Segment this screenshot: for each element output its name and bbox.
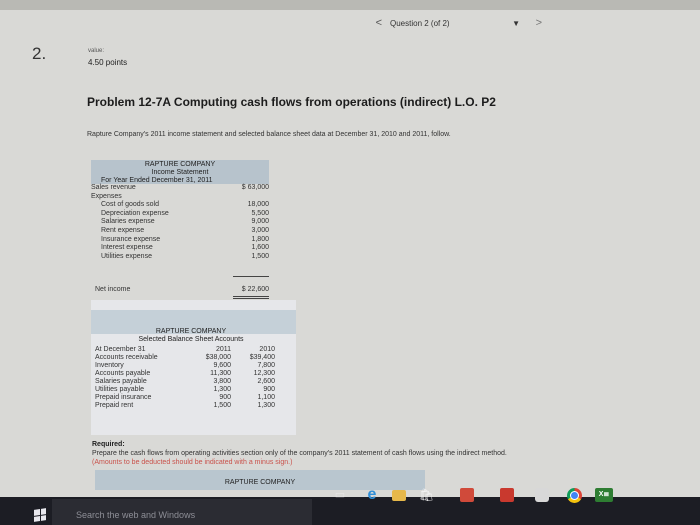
store-icon[interactable]: 🛍 bbox=[419, 488, 435, 502]
expense-label: Rent expense bbox=[101, 226, 145, 234]
bs-row-2010: 7,800 bbox=[257, 362, 275, 369]
expense-row bbox=[91, 201, 269, 210]
bs-row-2010: 900 bbox=[263, 386, 275, 393]
bs-row-2011: 1,500 bbox=[213, 402, 231, 409]
expense-value: 5,500 bbox=[251, 209, 269, 217]
bs-row-2010: 1,100 bbox=[257, 394, 275, 401]
table-row bbox=[95, 354, 275, 362]
expense-label: Utilities expense bbox=[101, 252, 152, 260]
edge-browser-icon[interactable]: e bbox=[367, 486, 377, 503]
bs-row-label: Salaries payable bbox=[95, 378, 147, 385]
excel-icon[interactable]: X≣ bbox=[595, 488, 613, 502]
bs-row-label: Prepaid insurance bbox=[95, 394, 152, 401]
double-rule-top bbox=[233, 296, 269, 297]
value-label: value: bbox=[88, 48, 105, 54]
net-income-value: $ 22,600 bbox=[241, 286, 269, 293]
file-explorer-icon[interactable] bbox=[392, 490, 406, 501]
table-row bbox=[95, 362, 275, 370]
answer-table-header: RAPTURE COMPANY bbox=[95, 470, 425, 490]
income-statement-body bbox=[91, 184, 269, 261]
expense-value: 9,000 bbox=[251, 218, 269, 226]
bs-name: Selected Balance Sheet Accounts bbox=[138, 336, 244, 343]
app-icon[interactable] bbox=[460, 488, 474, 502]
net-income-row bbox=[95, 286, 269, 293]
table-row bbox=[95, 402, 275, 410]
bs-row-2011: 3,800 bbox=[213, 378, 231, 385]
problem-title: Problem 12-7A Computing cash flows from operations (indirect) L.O. P2 bbox=[87, 95, 496, 109]
expense-label: Interest expense bbox=[101, 244, 153, 252]
table-row bbox=[95, 378, 275, 386]
sales-label: Sales revenue bbox=[91, 184, 136, 191]
expense-value: 18,000 bbox=[247, 201, 269, 209]
net-income-label: Net income bbox=[95, 286, 131, 293]
problem-intro: Rapture Company's 2011 income statement and selected balance sheet data at December 31, 2010 and 2011, follow. bbox=[87, 131, 451, 138]
question-selector[interactable] bbox=[390, 19, 520, 28]
bs-row-2011: 9,600 bbox=[213, 362, 231, 369]
expense-value: 1,500 bbox=[251, 252, 269, 260]
expense-label: Insurance expense bbox=[101, 235, 161, 243]
bs-column-header bbox=[95, 346, 275, 354]
question-number: 2. bbox=[32, 44, 47, 63]
required-label: Required: bbox=[92, 441, 125, 448]
income-statement-header bbox=[91, 160, 269, 184]
next-question-button[interactable]: > bbox=[535, 17, 542, 29]
sales-row bbox=[91, 184, 269, 193]
expense-value: 3,000 bbox=[251, 226, 269, 234]
expenses-label: Expenses bbox=[91, 192, 122, 200]
table-row bbox=[95, 370, 275, 378]
bs-company-name: RAPTURE COMPANY bbox=[155, 328, 227, 335]
expense-label: Depreciation expense bbox=[101, 209, 169, 217]
bs-row-2011: 1,300 bbox=[213, 386, 231, 393]
bs-row-label: Utilities payable bbox=[95, 386, 145, 393]
app-icon[interactable] bbox=[500, 488, 514, 502]
balance-sheet-table bbox=[95, 346, 275, 410]
app-icon[interactable] bbox=[535, 488, 549, 502]
sales-value: $ 63,000 bbox=[241, 184, 269, 191]
required-note: (Amounts to be deducted should be indicated with a minus sign.) bbox=[92, 459, 293, 466]
bs-row-2010: 1,300 bbox=[257, 402, 275, 409]
question-navigator bbox=[375, 10, 542, 36]
bs-row-label: Prepaid rent bbox=[95, 402, 134, 409]
bs-row-label: Accounts payable bbox=[95, 370, 151, 377]
expense-value: 1,800 bbox=[251, 235, 269, 243]
expense-label: Cost of goods sold bbox=[101, 201, 159, 209]
balance-sheet-title bbox=[91, 328, 291, 344]
bs-col-2010: 2010 bbox=[259, 346, 275, 353]
expense-row bbox=[91, 218, 269, 227]
bs-date-label: At December 31 bbox=[95, 346, 146, 353]
income-period: For Year Ended December 31, 2011 bbox=[101, 177, 213, 184]
chrome-icon[interactable] bbox=[567, 488, 582, 503]
task-view-icon[interactable]: ▭ bbox=[334, 489, 346, 501]
bs-row-2011: 900 bbox=[219, 394, 231, 401]
bs-row-2010: 2,600 bbox=[257, 378, 275, 385]
bs-row-2011: 11,300 bbox=[210, 370, 231, 377]
bs-row-2010: 12,300 bbox=[253, 370, 275, 377]
taskbar-search-box[interactable]: Search the web and Windows bbox=[52, 499, 312, 525]
points-value: 4.50 points bbox=[88, 58, 128, 67]
double-rule-bottom bbox=[233, 298, 269, 299]
windows-start-icon[interactable] bbox=[34, 508, 46, 522]
table-row bbox=[95, 394, 275, 402]
bs-row-2011: $38,000 bbox=[205, 354, 231, 361]
expenses-heading-row bbox=[91, 193, 269, 202]
expense-value: 1,600 bbox=[251, 244, 269, 252]
expense-row bbox=[91, 253, 269, 262]
bs-row-label: Inventory bbox=[95, 362, 124, 369]
expense-row bbox=[91, 227, 269, 236]
expense-row bbox=[91, 236, 269, 245]
expense-label: Salaries expense bbox=[101, 218, 155, 226]
expense-row bbox=[91, 244, 269, 253]
required-text: Prepare the cash flows from operating activities section only of the company's 2011 statement of cash flows using the indirect method. bbox=[92, 450, 507, 457]
table-row bbox=[95, 386, 275, 394]
income-company-name: RAPTURE COMPANY bbox=[144, 161, 216, 168]
income-statement-name: Income Statement bbox=[151, 169, 209, 176]
browser-top-strip bbox=[0, 0, 700, 10]
expense-row bbox=[91, 210, 269, 219]
chevron-down-icon: ▼ bbox=[512, 18, 520, 28]
bs-col-2011: 2011 bbox=[215, 346, 231, 353]
bs-row-2010: $39,400 bbox=[249, 354, 275, 361]
previous-question-button[interactable]: < bbox=[375, 17, 382, 29]
question-selector-label: Question 2 (of 2) bbox=[390, 18, 450, 28]
subtotal-rule bbox=[233, 276, 269, 277]
bs-row-label: Accounts receivable bbox=[95, 354, 158, 361]
required-instructions bbox=[92, 440, 512, 467]
